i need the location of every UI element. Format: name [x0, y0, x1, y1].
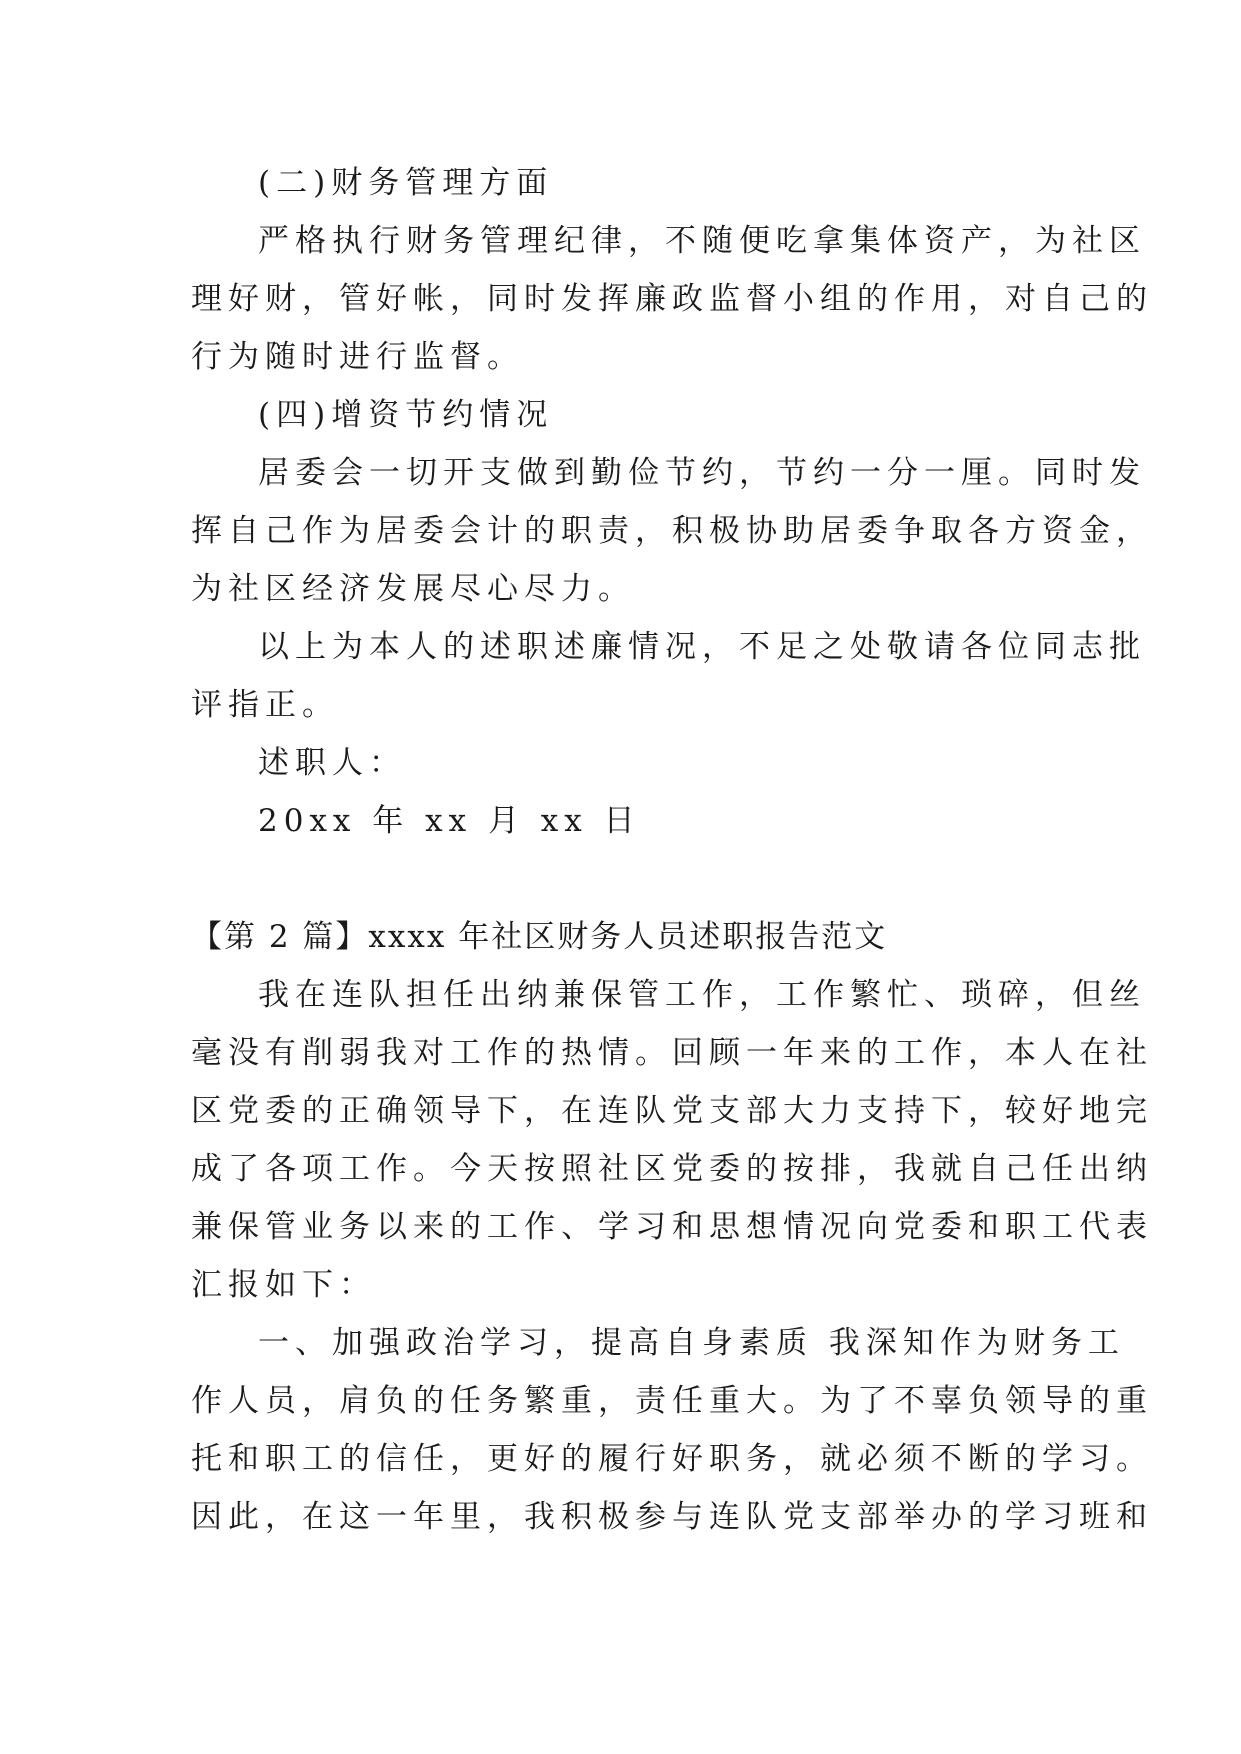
paragraph-line: 我在连队担任出纳兼保管工作，工作繁忙、琐碎，但丝	[258, 977, 1146, 1013]
paragraph-line: 汇报如下：	[191, 1267, 376, 1303]
paragraph-line: 一、加强政治学习，提高自身素质 我深知作为财务工	[258, 1325, 1125, 1361]
paragraph-line: 因此，在这一年里，我积极参与连队党支部举办的学习班和	[191, 1499, 1153, 1535]
section-heading: (二)财务管理方面	[258, 165, 554, 201]
date-line: 20xx 年 xx 月 xx 日	[258, 803, 641, 839]
signature-label: 述职人：	[258, 745, 406, 781]
paragraph-line: 兼保管业务以来的工作、学习和思想情况向党委和职工代表	[191, 1209, 1153, 1245]
paragraph-line: 作人员，肩负的任务繁重，责任重大。为了不辜负领导的重	[191, 1383, 1153, 1419]
paragraph-line: 挥自己作为居委会计的职责，积极协助居委争取各方资金，	[191, 513, 1153, 549]
paragraph-line: 居委会一切开支做到勤俭节约，节约一分一厘。同时发	[258, 455, 1146, 491]
section-heading: (四)增资节约情况	[258, 397, 554, 433]
paragraph-line: 成了各项工作。今天按照社区党委的按排，我就自己任出纳	[191, 1151, 1153, 1187]
article-title: 【第 2 篇】xxxx 年社区财务人员述职报告范文	[191, 919, 888, 955]
paragraph-line: 评指正。	[191, 687, 339, 723]
paragraph-line: 行为随时进行监督。	[191, 339, 524, 375]
paragraph-line: 理好财，管好帐，同时发挥廉政监督小组的作用，对自己的	[191, 281, 1153, 317]
paragraph-line: 毫没有削弱我对工作的热情。回顾一年来的工作，本人在社	[191, 1035, 1153, 1071]
paragraph-line: 为社区经济发展尽心尽力。	[191, 571, 635, 607]
paragraph-line: 托和职工的信任，更好的履行好职务，就必须不断的学习。	[191, 1441, 1153, 1477]
paragraph-line: 以上为本人的述职述廉情况，不足之处敬请各位同志批	[258, 629, 1146, 665]
paragraph-line: 严格执行财务管理纪律，不随便吃拿集体资产，为社区	[258, 223, 1146, 259]
paragraph-line: 区党委的正确领导下，在连队党支部大力支持下，较好地完	[191, 1093, 1153, 1129]
